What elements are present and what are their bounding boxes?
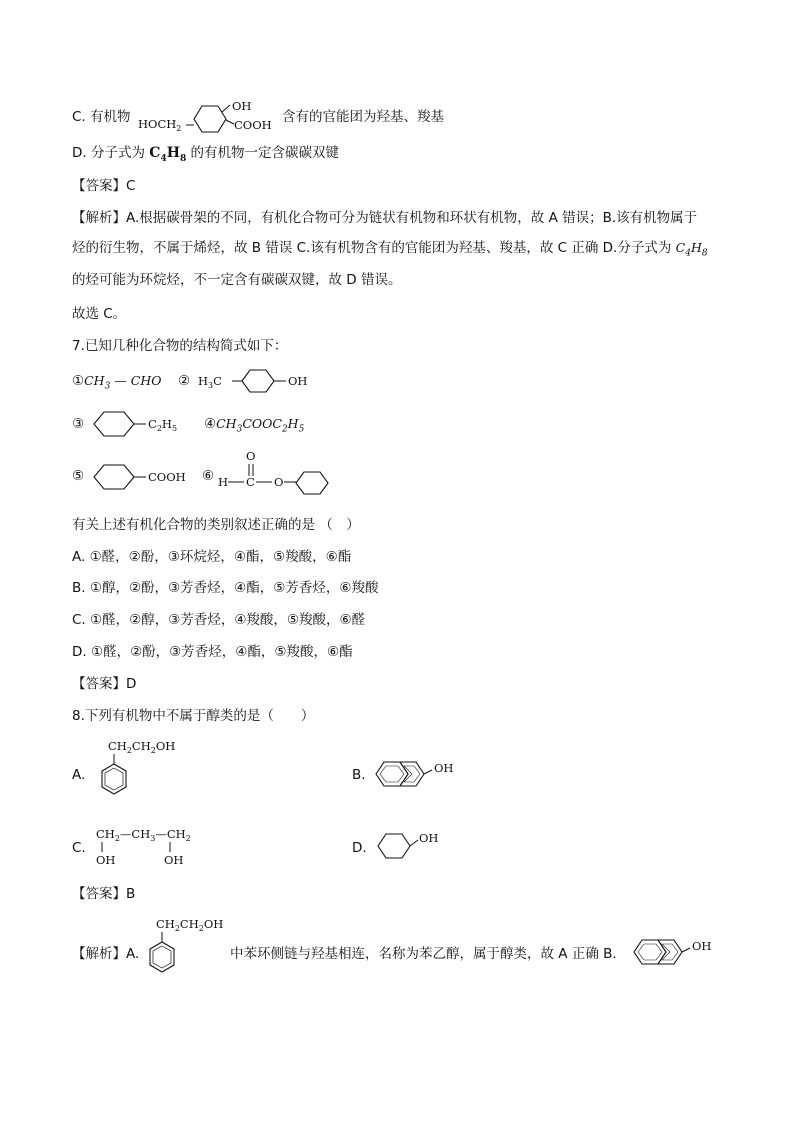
q6-option-c-structure <box>134 100 284 136</box>
q8-option-b-structure <box>372 754 482 794</box>
svg-text:O: O <box>246 449 256 463</box>
q8-option-a-label: A. <box>72 767 86 783</box>
compound-1-formula: $CH_3$ — CHO <box>84 373 162 392</box>
q7-compound-2-structure <box>196 366 336 396</box>
q7-option-a: A. ①醛，②酚，③环烷烃，④酯，⑤羧酸，⑥酯 <box>72 549 352 565</box>
compound-1-num: ① <box>72 373 85 389</box>
q6-analysis-line2-text: 烃的衍生物，不属于烯烃，故 B 错误 C.该有机物含有的官能团为羟基、羧基，故 C 正确 D.分子式为 <box>72 240 676 256</box>
svg-text:CH2CH2OH: $CH_2CH_2OH$ <box>108 739 176 755</box>
formula-c4h8-italic: $C_4H_8$ <box>675 240 708 259</box>
q6-option-d-prefix: D. 分子式为 <box>72 145 150 161</box>
q7-compound-6-structure <box>216 446 341 498</box>
q8-option-d-label: D. <box>352 840 367 856</box>
q7-compound-1 <box>72 371 161 391</box>
q7-option-b: B. ①醇，②酚，③芳香烃，④酯，⑤芳香烃，⑥羧酸 <box>72 580 379 596</box>
q6-answer: 【答案】C <box>72 178 136 194</box>
q6-analysis-line3: 的烃可能为环烷烃，不一定含有碳碳双键，故 D 错误。 <box>72 272 402 288</box>
svg-text:H: H <box>218 475 229 489</box>
q6-option-d <box>72 143 339 163</box>
svg-text:C2H5: $C_2H_5$ <box>148 417 178 433</box>
svg-text:H3C: $H_3C$ <box>198 374 222 390</box>
q8-option-a-structure <box>92 738 202 806</box>
svg-text:CH2CH2OH: $CH_2CH_2OH$ <box>156 917 224 933</box>
compound-4-formula: $CH_3COOC_2H_5$ <box>216 416 305 435</box>
q7-compound-5-num: ⑤ <box>72 468 85 484</box>
q8-option-c-structure <box>94 822 204 870</box>
oh-label: OH <box>232 99 252 113</box>
q6-conclusion: 故选 C。 <box>72 306 127 322</box>
svg-text:CH2—CH3—CH2: $CH_2—CH_3—CH_2$ <box>96 827 191 843</box>
svg-text:OH: OH <box>692 939 712 953</box>
svg-text:COOH: COOH <box>148 470 186 484</box>
q8-stem: 8.下列有机物中不属于醇类的是（ ） <box>72 708 315 724</box>
q8-analysis-middle: 中苯环侧链与羟基相连，名称为苯乙醇，属于醇类，故 A 正确 B. <box>230 946 617 962</box>
q7-compound-5-structure <box>90 461 200 491</box>
q8-analysis-prefix: 【解析】A. <box>72 946 140 962</box>
q7-answer: 【答案】D <box>72 676 137 692</box>
q7-compound-2-num: ② <box>178 373 191 389</box>
svg-text:OH: OH <box>419 831 439 845</box>
formula-c4h8: $C_4H_8$ <box>149 145 187 164</box>
q8-answer: 【答案】B <box>72 886 136 902</box>
svg-text:OH: OH <box>288 374 308 388</box>
svg-text:OH: OH <box>96 853 116 867</box>
svg-text:O: O <box>274 475 284 489</box>
q6-option-c <box>72 107 131 127</box>
svg-text:OH: OH <box>164 853 184 867</box>
compound-4-num: ④ <box>204 416 217 432</box>
q7-compound-6-num: ⑥ <box>202 468 215 484</box>
q7-option-c: C. ①醛，②醇，③芳香烃，④羧酸，⑤羧酸，⑥醛 <box>72 612 366 628</box>
q7-question: 有关上述有机化合物的类别叙述正确的是 （ ） <box>72 517 360 533</box>
q8-analysis-b-structure <box>630 932 740 972</box>
q8-option-b-label: B. <box>352 767 366 783</box>
q6-analysis-line2 <box>72 238 708 258</box>
q7-compound-3-num: ③ <box>72 416 85 432</box>
q6-option-c-label: C. 有机物 <box>72 109 131 125</box>
q6-analysis-line1: 【解析】A.根据碳骨架的不同，有机化合物可分为链状有机物和环状有机物，故 A 错误；B.该有机物属于 <box>72 210 698 226</box>
q7-stem: 7.已知几种化合物的结构简式如下： <box>72 338 288 354</box>
cooh-label: COOH <box>234 118 272 132</box>
q6-option-d-suffix: 的有机物一定含碳碳双键 <box>186 145 339 161</box>
q7-compound-4 <box>204 414 304 434</box>
q7-option-d: D. ①醛，②酚，③芳香烃，④酯，⑤羧酸，⑥酯 <box>72 644 353 660</box>
hoch2-label: $HOCH_2$ <box>138 117 182 133</box>
svg-text:C: C <box>246 475 255 489</box>
q7-compound-3-structure <box>90 408 200 438</box>
q8-option-d-structure <box>374 826 454 866</box>
svg-text:OH: OH <box>434 761 454 775</box>
q6-option-c-suffix: 含有的官能团为羟基、羧基 <box>282 109 444 125</box>
q8-option-c-label: C. <box>72 840 86 856</box>
